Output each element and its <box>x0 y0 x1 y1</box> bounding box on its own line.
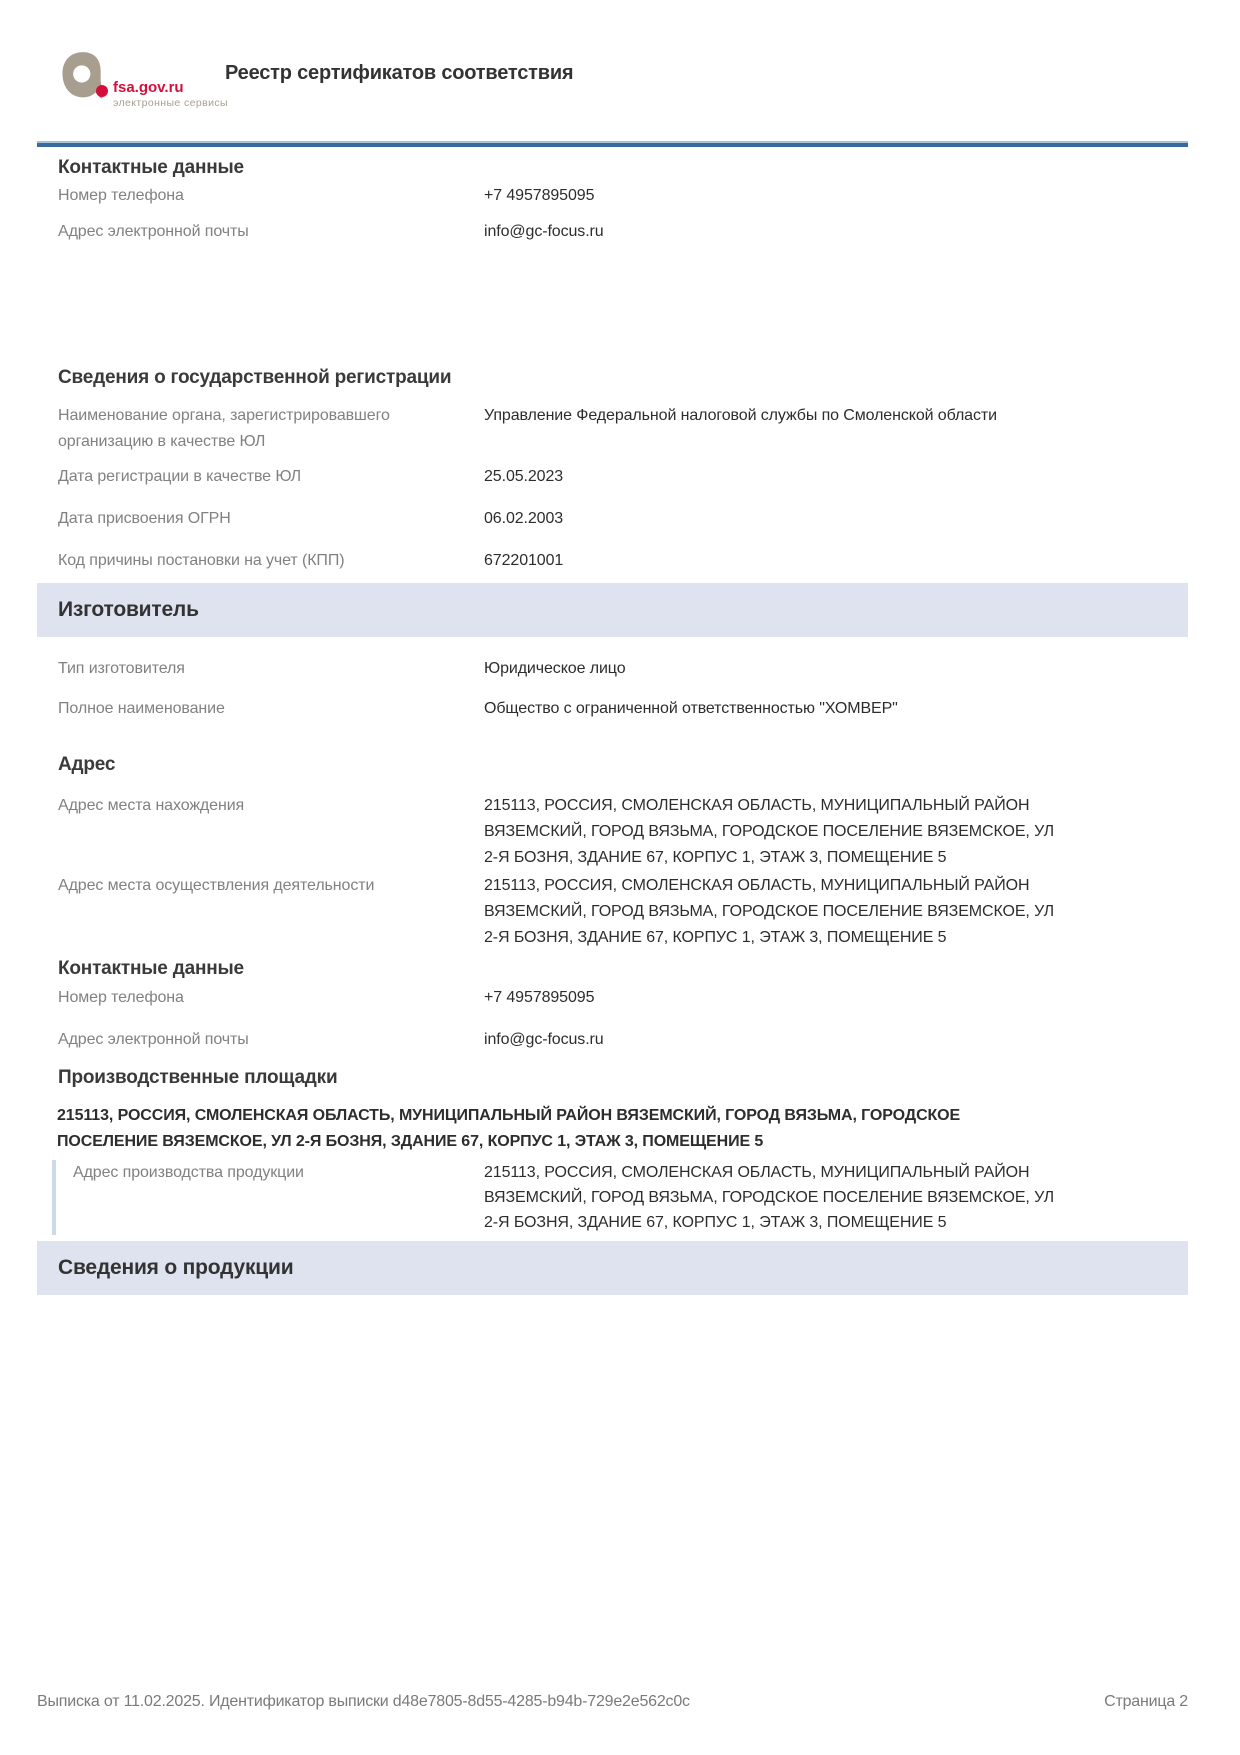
field-label: Адрес электронной почты <box>58 223 249 240</box>
document-body <box>0 156 1240 1295</box>
header-divider-rule <box>37 141 1188 147</box>
section-heading-state-registration: Сведения о государственной регистрации <box>58 367 452 388</box>
field-label: Дата присвоения ОГРН <box>58 510 231 527</box>
brand-name: fsa.gov.ru <box>113 79 184 96</box>
field-label: Адрес места нахождения <box>58 797 245 814</box>
field-label: Адрес производства продукции <box>73 1164 304 1181</box>
footer-extract-info: Выписка от 11.02.2025. Идентификатор выписки d48e7805-8d55-4285-b94b-729e2e562c0c <box>37 1693 690 1710</box>
field-row-email <box>37 222 1188 242</box>
field-value: 215113, РОССИЯ, СМОЛЕНСКАЯ ОБЛАСТЬ, МУНИЦИПАЛЬНЫЙ РАЙОН ВЯЗЕМСКИЙ, ГОРОД ВЯЗЬМА, ГОРОДСКОЕ ПОСЕЛЕНИЕ ВЯЗЕМСКОЕ, УЛ 2-Я БОЗНЯ, ЗДАНИЕ 67, КОРПУС 1, ЭТАЖ 3, ПОМЕЩЕНИЕ 5 <box>484 877 1055 946</box>
field-value: Общество с ограниченной ответственностью "ХОМВЕР" <box>484 700 898 717</box>
field-value: 215113, РОССИЯ, СМОЛЕНСКАЯ ОБЛАСТЬ, МУНИЦИПАЛЬНЫЙ РАЙОН ВЯЗЕМСКИЙ, ГОРОД ВЯЗЬМА, ГОРОДСКОЕ ПОСЕЛЕНИЕ ВЯЗЕМСКОЕ, УЛ 2-Я БОЗНЯ, ЗДАНИЕ 67, КОРПУС 1, ЭТАЖ 3, ПОМЕЩЕНИЕ 5 <box>484 1164 1055 1231</box>
field-row-location-address <box>37 793 1188 871</box>
section-heading-manufacturer-contacts: Контактные данные <box>58 958 244 979</box>
field-row-production-address <box>73 1160 1188 1235</box>
field-value: +7 4957895095 <box>484 989 595 1006</box>
logo-red-dot-icon <box>96 85 108 97</box>
field-label: Номер телефона <box>58 187 184 204</box>
field-label: Тип изготовителя <box>58 660 185 677</box>
field-row-manufacturer-phone <box>37 988 1188 1008</box>
field-label: Номер телефона <box>58 989 184 1006</box>
field-value: Юридическое лицо <box>484 660 626 677</box>
field-label: Дата регистрации в качестве ЮЛ <box>58 468 302 485</box>
field-value: 06.02.2003 <box>484 510 564 527</box>
section-heading-contacts: Контактные данные <box>58 157 244 178</box>
field-value: 215113, РОССИЯ, СМОЛЕНСКАЯ ОБЛАСТЬ, МУНИЦИПАЛЬНЫЙ РАЙОН ВЯЗЕМСКИЙ, ГОРОД ВЯЗЬМА, ГОРОДСКОЕ ПОСЕЛЕНИЕ ВЯЗЕМСКОЕ, УЛ 2-Я БОЗНЯ, ЗДАНИЕ 67, КОРПУС 1, ЭТАЖ 3, ПОМЕЩЕНИЕ 5 <box>484 797 1055 866</box>
field-row-phone <box>37 186 1188 206</box>
field-value: 25.05.2023 <box>484 468 564 485</box>
field-row-kpp <box>37 551 1188 571</box>
field-label: Наименование органа, зарегистрировавшего организацию в качестве ЮЛ <box>58 407 390 450</box>
section-banner-product-info: Сведения о продукции <box>37 1241 1188 1295</box>
field-label: Адрес электронной почты <box>58 1031 249 1048</box>
brand-tagline: электронные сервисы <box>113 97 228 109</box>
section-heading-production-sites: Производственные площадки <box>58 1067 338 1088</box>
section-heading-address: Адрес <box>58 754 116 775</box>
field-row-manufacturer-type <box>37 659 1188 679</box>
field-label: Полное наименование <box>58 700 225 717</box>
field-value: info@gc-focus.ru <box>484 223 604 240</box>
field-row-manufacturer-name <box>37 699 1188 719</box>
page-footer <box>37 1693 1188 1711</box>
field-value: +7 4957895095 <box>484 187 595 204</box>
section-banner-manufacturer: Изготовитель <box>37 583 1188 637</box>
page-title: Реестр сертификатов соответствия <box>225 62 574 84</box>
production-address-block <box>52 1160 1188 1235</box>
page-header <box>0 0 1240 141</box>
production-site-address: 215113, РОССИЯ, СМОЛЕНСКАЯ ОБЛАСТЬ, МУНИЦИПАЛЬНЫЙ РАЙОН ВЯЗЕМСКИЙ, ГОРОД ВЯЗЬМА, ГОРОДСКОЕ ПОСЕЛЕНИЕ ВЯЗЕМСКОЕ, УЛ 2-Я БОЗНЯ, ЗДАНИЕ 67, КОРПУС 1, ЭТАЖ 3, ПОМЕЩЕНИЕ 5 <box>57 1107 961 1150</box>
field-value: Управление Федеральной налоговой службы по Смоленской области <box>484 407 997 424</box>
field-row-manufacturer-email <box>37 1030 1188 1050</box>
field-label: Код причины постановки на учет (КПП) <box>58 552 345 569</box>
field-label: Адрес места осуществления деятельности <box>58 877 375 894</box>
field-row-activity-address <box>37 873 1188 951</box>
field-row-registering-authority <box>37 403 1188 455</box>
field-row-ogrn-date <box>37 509 1188 529</box>
field-value: info@gc-focus.ru <box>484 1031 604 1048</box>
field-row-registration-date <box>37 467 1188 487</box>
field-value: 672201001 <box>484 552 564 569</box>
footer-page-number: Страница 2 <box>1104 1693 1188 1710</box>
